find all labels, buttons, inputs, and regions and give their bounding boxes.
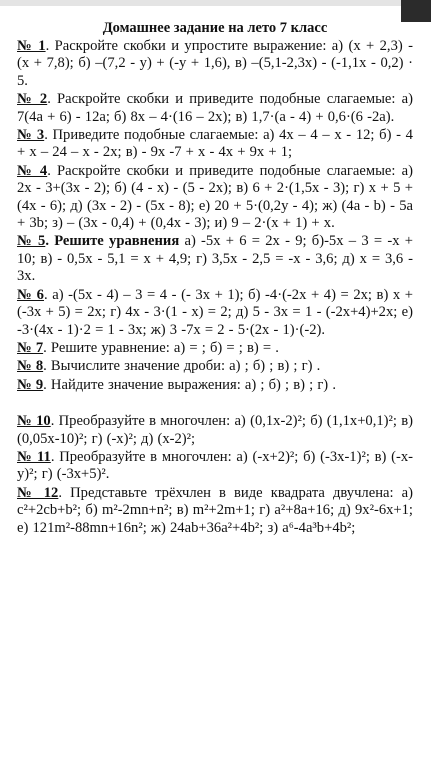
task-instruction: . Раскройте скобки и приведите подобные слагаемые: xyxy=(47,162,396,179)
task-1 xyxy=(17,38,413,90)
task-body: а) (0,1х-2)²; б) (1,1х+0,1)²; в) (0,05х-10)²; г) (-х)²; д) (х-2)²; xyxy=(17,413,413,447)
task-7 xyxy=(17,340,413,357)
task-number: № 6 xyxy=(17,286,44,303)
task-body: а) c²+2cb+b²; б) m²-2mn+n²; в) m²+2m+1; г) a²+8a+16; д) 9x²-6x+1; е) 121m²-88mn+16n²; ж) 24ab+36a²+4b²; з) a⁶-4a³b+4b²; xyxy=(17,484,413,536)
task-number: № 7 xyxy=(17,339,44,356)
task-9 xyxy=(17,377,413,394)
document-page xyxy=(17,18,413,538)
task-number: № 12 xyxy=(17,484,59,501)
task-instruction: . Найдите значение выражения: xyxy=(43,376,241,393)
task-instruction: . Раскройте скобки и приведите подобные слагаемые: xyxy=(47,91,396,108)
task-body: а) -(5х - 4) – 3 = 4 - (- 3х + 1); б) -4·(-2х + 4) = 2х; в) х + (-3х + 5) = 2х; г) 4х - 3·(1 - х) = 2; д) 5 - 3х = 1 - (-2х+4)+2х; е) -3·(4х - 1)·2 = 1 - 3х; ж) 3 -7х = 2 - 5·(2х - 1)·(-2). xyxy=(17,286,413,338)
task-number: № 9 xyxy=(17,376,44,393)
task-body: а) (х + 2,3) - (х + 7,8); б) –(7,2 - у) + (-у + 1,6), в) –(5,1-2,3х) - (-1,1х - 0,2) · 5. xyxy=(17,38,413,89)
task-number: № 2 xyxy=(17,91,48,108)
task-number: № 11 xyxy=(17,448,51,465)
task-number: № 1 xyxy=(17,38,46,54)
task-body: а) = ; б) = ; в) = . xyxy=(169,339,279,356)
task-3 xyxy=(17,127,413,162)
task-number: № 4 xyxy=(17,162,48,179)
document-title: Домашнее задание на лето 7 класс xyxy=(102,20,328,36)
task-number: № 8 xyxy=(17,358,44,375)
task-instruction: . Решите уравнения xyxy=(45,233,180,250)
task-instruction: . Представьте трёхчлен в виде квадрата двучлена: xyxy=(58,484,394,501)
task-instruction: . Вычислите значение дроби: xyxy=(43,358,226,375)
task-instruction: . Преобразуйте в многочлен: xyxy=(50,413,231,430)
task-8 xyxy=(17,358,413,375)
task-instruction: . Приведите подобные слагаемые: xyxy=(44,127,259,144)
task-4 xyxy=(17,163,413,233)
section-gap xyxy=(17,395,413,413)
task-instruction: . xyxy=(43,286,48,303)
task-2 xyxy=(17,91,413,126)
task-number: № 5 xyxy=(17,233,46,250)
task-body: а) 2х - 3+(3х - 2); б) (4 - х) - (5 - 2х); в) 6 + 2·(1,5х - 3); г) х + 5 + (4х - 6); д) (3х - 2) - (5х - 8); е) 20 + 5·(0,2у - 4); ж) (4а - b) - 5а + 3b; з) – (3х - 0,4) + (0,4х - 3); и) 9 – 2·(х + 1) + х. xyxy=(17,162,413,232)
task-instruction: . Раскройте скобки и упростите выражение: xyxy=(45,38,327,54)
top-bar xyxy=(0,0,431,6)
task-11 xyxy=(17,449,413,484)
task-body: а) ; б) ; в) ; г) . xyxy=(240,376,336,393)
task-instruction: . Преобразуйте в многочлен: xyxy=(50,448,232,465)
task-number: № 3 xyxy=(17,127,45,144)
task-10 xyxy=(17,413,413,448)
task-body: а) (-х+2)²; б) (-3х-1)²; в) (-х-у)²; г) (-3х+5)². xyxy=(17,448,414,483)
task-6 xyxy=(17,287,413,339)
task-instruction: . Решите уравнение: xyxy=(43,339,170,356)
task-12 xyxy=(17,485,413,537)
task-body: а) -5х + 6 = 2х - 9; б)-5х – 3 = -х + 10; в) - 0,5х - 5,1 = х + 4,9; г) 3,5х - 2,5 = -х - 3,6; д) х = 3,6 - 3х. xyxy=(17,233,413,285)
task-body: а) 4х – 4 – х - 12; б) - 4 + х – 24 – х - 2х; в) - 9х -7 + х - 4х + 9х + 1; xyxy=(17,127,413,161)
task-body: а) ; б) ; в) ; г) . xyxy=(225,358,321,375)
task-body: а) 7(4a + 6) - 12a; б) 8x – 4·(16 – 2x); в) 1,7·(а - 4) + 0,6·(6 -2а). xyxy=(17,91,413,125)
task-5 xyxy=(17,233,413,285)
task-number: № 10 xyxy=(17,413,51,430)
